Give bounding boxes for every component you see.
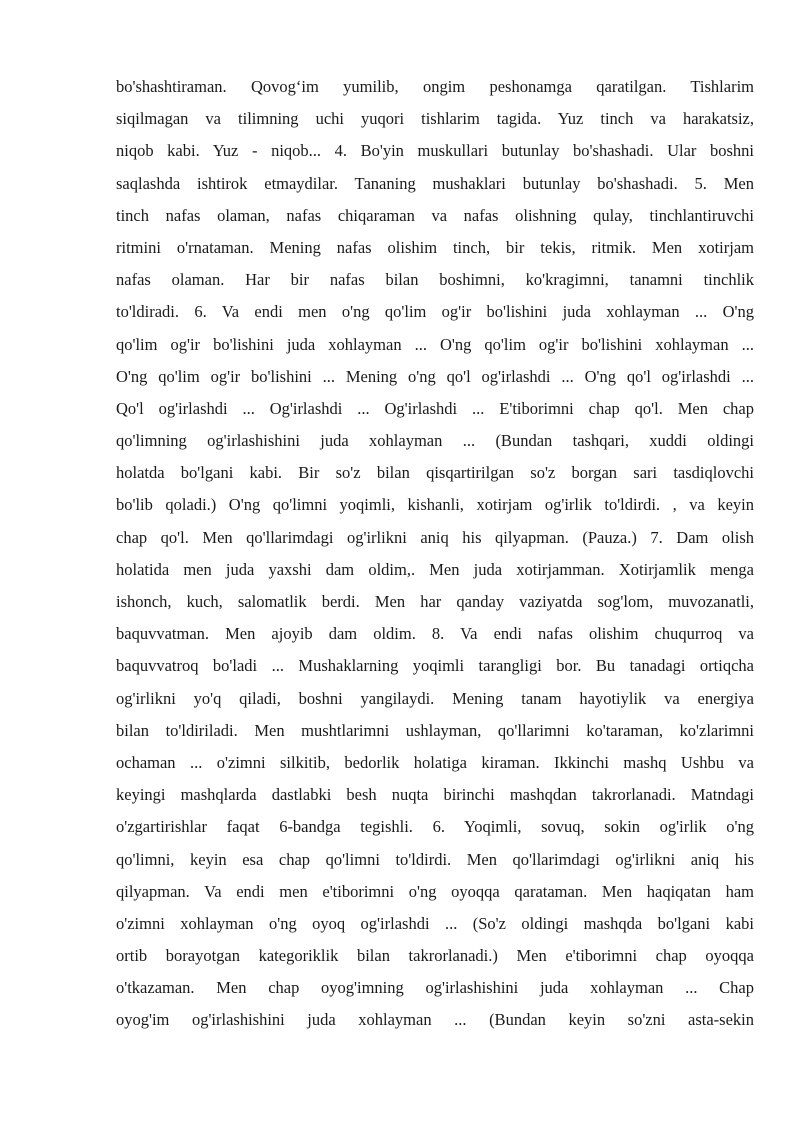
text-line: baquvvatman. Men ajoyib dam oldim. 8. Va endi nafas olishim chuqurroq va [116, 624, 754, 644]
text-line: bilan to'ldiriladi. Men mushtlarimni ushlayman, qo'llarimni ko'taraman, ko'zlarimni [116, 720, 754, 740]
text-line: og'irlikni yo'q qiladi, boshni yangilaydi. Mening tanam hayotiylik va energiya [116, 688, 754, 708]
text-line: qo'limni, keyin esa chap qo'limni to'ldirdi. Men qo'llarimdagi og'irlikni aniq his [116, 849, 754, 869]
text-line: o'zgartirishlar faqat 6-bandga tegishli. 6. Yoqimli, sovuq, sokin og'irlik o'ng [116, 817, 754, 837]
text-line: oyog'im og'irlashishini juda xohlayman ... (Bundan keyin so'zni asta-sekin [116, 1010, 754, 1030]
text-line: bo'lib qoladi.) O'ng qo'limni yoqimli, kishanli, xotirjam og'irlik to'ldirdi. , va keyin [116, 495, 754, 515]
text-line: ishonch, kuch, salomatlik berdi. Men har qanday vaziyatda sog'lom, muvozanatli, [116, 592, 754, 611]
text-line: baquvvatroq bo'ladi ... Mushaklarning yoqimli tarangligi bor. Bu tanadagi ortiqcha [116, 656, 754, 676]
text-line: o'zimni xohlayman o'ng oyoq og'irlashdi ... (So'z oldingi mashqda bo'lgani kabi [116, 913, 754, 933]
text-line: bo'shashtiraman. Qovog‘im yumilib, ongim peshonamga qaratilgan. Tishlarim [116, 77, 754, 96]
text-line: holatda bo'lgani kabi. Bir so'z bilan qisqartirilgan so'z borgan sari tasdiqlovchi [116, 463, 754, 483]
text-line: ortib borayotgan kategoriklik bilan takrorlanadi.) Men e'tiborimni chap oyoqqa [116, 946, 754, 966]
text-line: qo'lim og'ir bo'lishini juda xohlayman ... O'ng qo'lim og'ir bo'lishini xohlayman ... [116, 334, 754, 354]
text-line: qo'limning og'irlashishini juda xohlayman ... (Bundan tashqari, xuddi oldingi [116, 431, 754, 451]
text-line: Qo'l og'irlashdi ... Og'irlashdi ... Og'irlashdi ... E'tiborimni chap qo'l. Men chap [116, 398, 754, 418]
text-line: saqlashda ishtirok etmaydilar. Tananing mushaklari butunlay bo'shashadi. 5. Men [116, 173, 754, 193]
text-line: chap qo'l. Men qo'llarimdagi og'irlikni aniq his qilyapman. (Pauza.) 7. Dam olish [116, 527, 754, 547]
text-line: tinch nafas olaman, nafas chiqaraman va nafas olishning qulay, tinchlantiruvchi [116, 205, 754, 225]
text-line: ochaman ... o'zimni silkitib, bedorlik holatiga kiraman. Ikkinchi mashq Ushbu va [116, 752, 754, 772]
text-line: nafas olaman. Har bir nafas bilan boshimni, ko'kragimni, tanamni tinchlik [116, 270, 754, 290]
text-line: niqob kabi. Yuz - niqob... 4. Bo'yin muskullari butunlay bo'shashadi. Ular boshni [116, 141, 754, 161]
text-line: holatida men juda yaxshi dam oldim,. Men juda xotirjamman. Xotirjamlik menga [116, 559, 754, 579]
text-line: keyingi mashqlarda dastlabki besh nuqta birinchi mashqdan takrorlanadi. Matndagi [116, 785, 754, 805]
text-line: ritmini o'rnataman. Mening nafas olishim tinch, bir tekis, ritmik. Men xotirjam [116, 237, 754, 257]
text-line: o'tkazaman. Men chap oyog'imning og'irlashishini juda xohlayman ... Chap [116, 978, 754, 998]
text-line: O'ng qo'lim og'ir bo'lishini ... Mening o'ng qo'l og'irlashdi ... O'ng qo'l og'irlashdi ... [116, 366, 754, 386]
text-line: qilyapman. Va endi men e'tiborimni o'ng oyoqqa qarataman. Men haqiqatan ham [116, 881, 754, 901]
body-paragraph [116, 71, 754, 1037]
text-line: to'ldiradi. 6. Va endi men o'ng qo'lim og'ir bo'lishini juda xohlayman ... O'ng [116, 302, 754, 322]
text-line: siqilmagan va tilimning uchi yuqori tishlarim tagida. Yuz tinch va harakatsiz, [116, 109, 754, 129]
